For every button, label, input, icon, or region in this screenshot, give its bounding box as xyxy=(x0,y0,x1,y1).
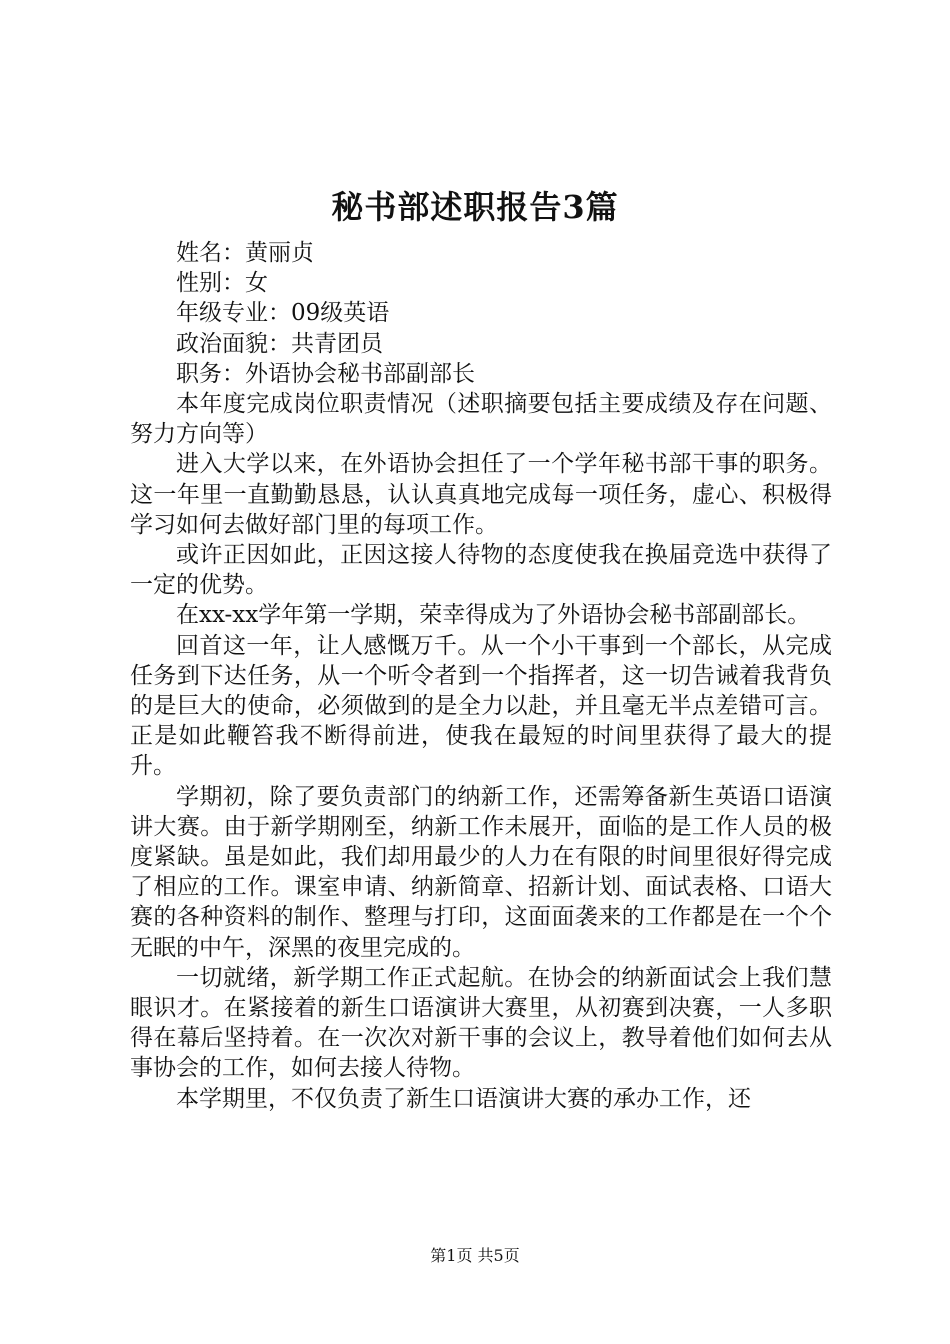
paragraph-summary-heading: 本年度完成岗位职责情况（述职摘要包括主要成绩及存在问题、努力方向等） xyxy=(130,391,832,448)
document-title: 秘书部述职报告3篇 xyxy=(331,188,619,226)
paragraph: 一切就绪，新学期工作正式起航。在协会的纳新面试会上我们慧眼识才。在紧接着的新生口语演讲大赛里，从初赛到决赛，一人多职得在幕后坚持着。在一次次对新干事的会议上，教导着他们如何去从事协会的工作，如何去接人待物。 xyxy=(130,964,832,1082)
document-body xyxy=(130,238,832,1114)
paragraph: 进入大学以来，在外语协会担任了一个学年秘书部干事的职务。这一年里一直勤勤恳恳，认认真真地完成每一项任务，虚心、积极得学习如何去做好部门里的每项工作。 xyxy=(130,451,832,538)
paragraph-position: 职务：外语协会秘书部副部长 xyxy=(176,360,475,387)
paragraph: 本学期里，不仅负责了新生口语演讲大赛的承办工作，还 xyxy=(176,1085,751,1112)
page-footer: 第1页 共5页 xyxy=(430,1246,520,1265)
paragraph-gender: 性别：女 xyxy=(176,270,268,297)
paragraph: 或许正因如此，正因这接人待物的态度使我在换届竞选中获得了一定的优势。 xyxy=(130,542,832,599)
paragraph: 在xx-xx学年第一学期，荣幸得成为了外语协会秘书部副部长。 xyxy=(176,602,811,629)
paragraph: 回首这一年，让人感慨万千。从一个小干事到一个部长，从完成任务到下达任务，从一个听令者到一个指挥者，这一切告诫着我背负的是巨大的使命，必须做到的是全力以赴，并且毫无半点差错可言。正是如此鞭笞我不断得前进，使我在最短的时间里获得了最大的提升。 xyxy=(130,632,832,780)
paragraph-political-status: 政治面貌：共青团员 xyxy=(176,330,383,357)
paragraph: 学期初，除了要负责部门的纳新工作，还需筹备新生英语口语演讲大赛。由于新学期刚至，纳新工作未展开，面临的是工作人员的极度紧缺。虽是如此，我们却用最少的人力在有限的时间里很好得完成了相应的工作。课室申请、纳新简章、招新计划、面试表格、口语大赛的各种资料的制作、整理与打印，这面面袭来的工作都是在一个个无眠的中午，深黑的夜里完成的。 xyxy=(130,783,832,961)
paragraph-major: 年级专业：09级英语 xyxy=(176,300,390,327)
paragraph-name: 姓名：黄丽贞 xyxy=(176,240,314,266)
